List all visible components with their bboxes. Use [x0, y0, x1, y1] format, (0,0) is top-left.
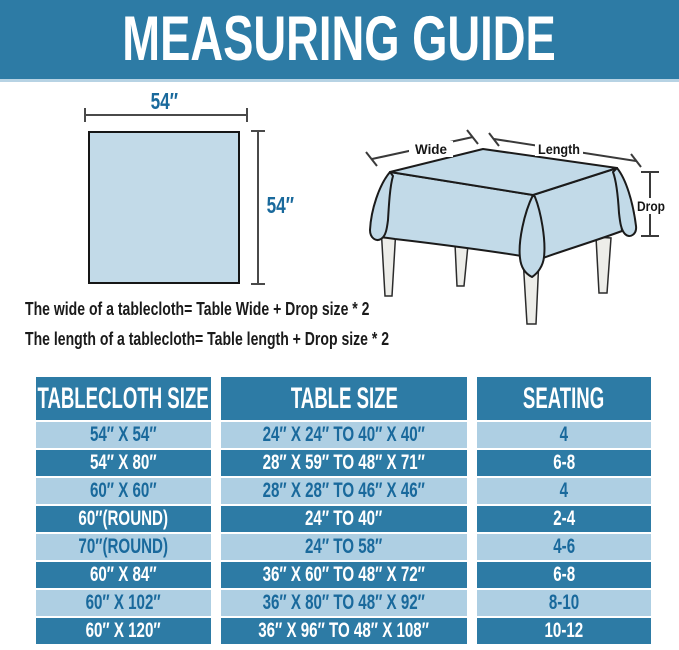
header-tablecloth-size: TABLECLOTH SIZE — [36, 377, 211, 420]
cell-table-size: 24″ TO 40″ — [221, 506, 467, 532]
height-dimension-label: 54″ — [266, 192, 295, 218]
cell-seating: 4 — [477, 478, 651, 504]
height-dimension-line — [257, 131, 259, 284]
wide-label: Wide — [415, 141, 448, 157]
tablecloth-square-diagram — [88, 131, 240, 284]
cell-seating: 6-8 — [477, 562, 651, 588]
title-banner — [0, 0, 679, 82]
cell-seating: 4 — [477, 422, 651, 448]
cell-table-size: 24″ X 24″ TO 40″ X 40″ — [221, 422, 467, 448]
length-formula: The length of a tablecloth= Table length + Drop size * 2 — [25, 329, 390, 349]
cell-tablecloth-size: 60″ X 102″ — [36, 590, 211, 616]
cell-seating: 2-4 — [477, 506, 651, 532]
cell-seating: 10-12 — [477, 618, 651, 644]
cell-tablecloth-size: 70″(ROUND) — [36, 534, 211, 560]
cell-tablecloth-size: 60″(ROUND) — [36, 506, 211, 532]
cell-tablecloth-size: 60″ X 60″ — [36, 478, 211, 504]
cell-table-size: 28″ X 59″ TO 48″ X 71″ — [221, 450, 467, 476]
tablecloth — [370, 149, 636, 277]
table-leg — [455, 244, 468, 286]
cell-table-size: 36″ X 96″ TO 48″ X 108″ — [221, 618, 467, 644]
cell-table-size: 24″ TO 58″ — [221, 534, 467, 560]
table-leg — [596, 237, 611, 293]
cell-seating: 4-6 — [477, 534, 651, 560]
cell-tablecloth-size: 54″ X 54″ — [36, 422, 211, 448]
cell-seating: 6-8 — [477, 450, 651, 476]
length-label: Length — [538, 141, 580, 157]
cell-tablecloth-size: 60″ X 84″ — [36, 562, 211, 588]
wide-formula: The wide of a tablecloth= Table Wide + Drop size * 2 — [25, 299, 370, 319]
cell-tablecloth-size: 54″ X 80″ — [36, 450, 211, 476]
width-dimension-label: 54″ — [150, 88, 178, 114]
size-table — [36, 377, 651, 644]
header-table-size: TABLE SIZE — [221, 377, 467, 420]
cell-tablecloth-size: 60″ X 120″ — [36, 618, 211, 644]
cell-table-size: 36″ X 60″ TO 48″ X 72″ — [221, 562, 467, 588]
cell-table-size: 28″ X 28″ TO 46″ X 46″ — [221, 478, 467, 504]
cell-seating: 8-10 — [477, 590, 651, 616]
page-title: MEASURING GUIDE — [122, 4, 557, 74]
cell-table-size: 36″ X 80″ TO 48″ X 92″ — [221, 590, 467, 616]
drop-label: Drop — [637, 198, 665, 214]
header-seating: SEATING — [477, 377, 651, 420]
